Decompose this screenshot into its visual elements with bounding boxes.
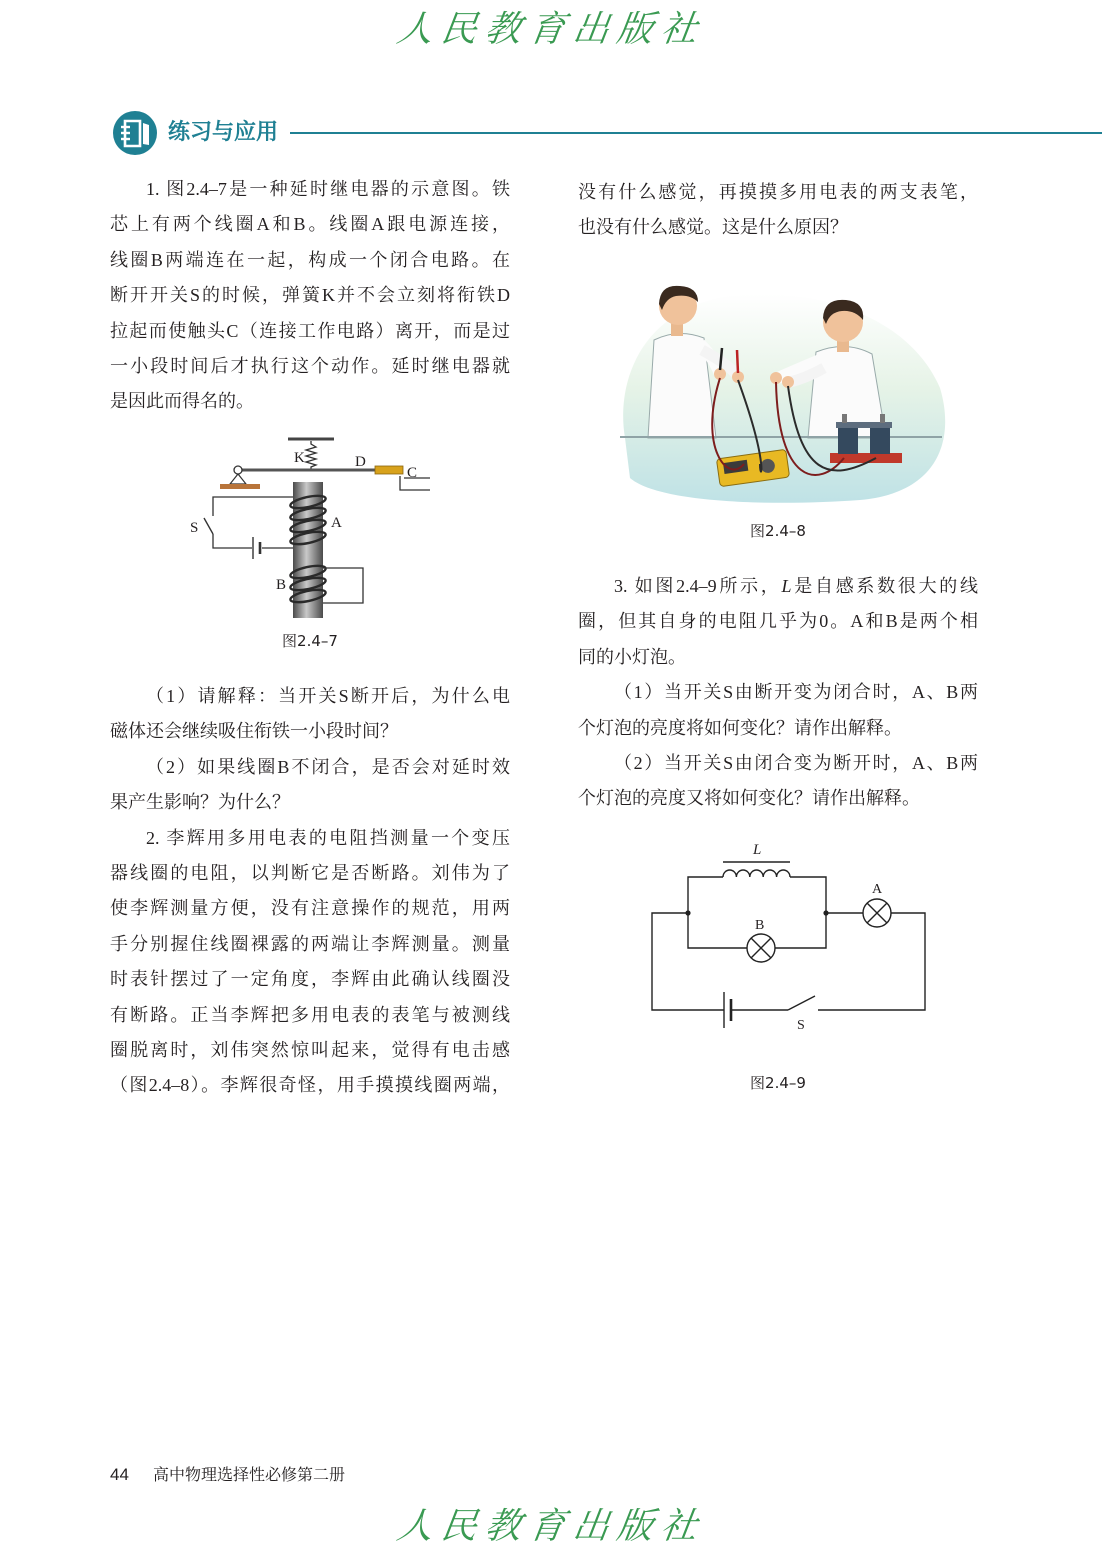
contact-tip — [375, 466, 403, 474]
outer-loop-wire — [652, 913, 925, 1010]
inductor-l — [723, 870, 790, 877]
pivot-support — [230, 474, 246, 484]
text-line: 个灯泡的亮度将如何变化？请作出解释。 — [578, 717, 902, 738]
figure-caption: 图2.4–7 — [282, 632, 338, 650]
junction-right — [823, 910, 828, 915]
lamp-b — [747, 934, 775, 962]
label-b: B — [276, 577, 287, 593]
spring-k — [306, 441, 316, 470]
text-line: 个灯泡的亮度又将如何变化？请作出解释。 — [578, 788, 920, 809]
text-line: 断开开关S的时候，弹簧K并不会立刻将衔铁D — [110, 285, 510, 306]
book-title: 高中物理选择性必修第二册 — [153, 1465, 346, 1484]
text-line: 使李辉测量方便，没有注意操作的规范，用两 — [110, 898, 510, 919]
text-line: 有断路。正当李辉把多用电表的表笔与被测线 — [110, 1004, 510, 1025]
text-line — [578, 569, 978, 604]
figure-caption: 图2.4–8 — [750, 522, 806, 540]
text-line: 时表针摆过了一定角度，李辉由此确认线圈没 — [110, 969, 510, 990]
text-line: 是因此而得名的。 — [110, 391, 254, 412]
lamp-a — [863, 899, 891, 927]
text-line: （图2.4–8）。李辉很奇怪，用手摸摸线圈两端， — [110, 1075, 510, 1096]
label-s: S — [190, 520, 199, 536]
pivot — [234, 466, 242, 474]
coil-b-closed-loop — [323, 568, 363, 603]
pivot-base — [220, 484, 260, 489]
label-d: D — [355, 454, 366, 470]
text-line: （1）请解释：当开关S断开后，为什么电 — [146, 686, 510, 706]
switch-s — [788, 996, 815, 1010]
label-b: B — [755, 918, 765, 933]
text-segment: 3. 如图2.4–9所示， — [614, 576, 782, 596]
text-line: 也没有什么感觉。这是什么原因？ — [578, 217, 848, 238]
text-line: 圈，但其自身的电阻几乎为0。A和B是两个相 — [578, 611, 978, 632]
inductor-symbol: L — [781, 576, 792, 596]
junction-left — [685, 910, 690, 915]
question-3 — [578, 569, 978, 817]
text-line: 拉起而使触头C（连接工作电路）离开，而是过 — [110, 320, 510, 341]
page-number: 44 — [110, 1465, 129, 1484]
text-line: （2）当开关S由闭合变为断开时，A、B两 — [614, 752, 978, 773]
upper-branch-wire — [688, 877, 826, 913]
text-line: 芯上有两个线圈A和B。线圈A跟电源连接， — [110, 214, 510, 235]
figure-caption: 图2.4–9 — [750, 1074, 806, 1092]
text-line: （1）当开关S由断开变为闭合时，A、B两 — [614, 682, 978, 703]
text-line: 1. 图2.4–7是一种延时继电器的示意图。铁 — [146, 179, 510, 199]
question-1 — [110, 172, 510, 420]
text-line: 圈脱离时，刘伟突然惊叫起来，觉得有电击感 — [110, 1039, 510, 1060]
label-a: A — [331, 515, 342, 531]
switch-s — [204, 518, 213, 534]
publisher-logo-bottom: 人民教育出版社 — [394, 1506, 708, 1547]
text-line: 手分别握住线圈裸露的两端让李辉测量。测量 — [110, 933, 510, 954]
publisher-logo-top: 人民教育出版社 — [394, 9, 708, 50]
text-line: 线圈B两端连在一起，构成一个闭合电路。在 — [110, 249, 510, 270]
text-line: （2）如果线圈B不闭合，是否会对延时效 — [146, 756, 510, 777]
text-line: 器线圈的电阻，以判断它是否断路。刘伟为了 — [110, 862, 510, 883]
question-2-continued — [578, 175, 978, 246]
label-c: C — [407, 465, 418, 481]
question-1-subparts-and-question-2 — [110, 679, 510, 1104]
section-divider — [290, 132, 1102, 134]
text-line: 磁体还会继续吸住衔铁一小段时间？ — [110, 721, 398, 742]
label-a: A — [872, 882, 883, 897]
figure-inductor-circuit — [640, 835, 940, 1040]
label-k: K — [294, 450, 305, 466]
figure-students-illustration — [610, 278, 950, 508]
text-segment: 是自感系数很大的线 — [791, 576, 979, 596]
text-line: 没有什么感觉，再摸摸多用电表的两支表笔， — [578, 182, 978, 202]
text-line: 果产生影响？为什么？ — [110, 792, 290, 813]
text-line: 2. 李辉用多用电表的电阻挡测量一个变压 — [146, 827, 510, 848]
label-s: S — [797, 1018, 805, 1033]
text-line: 同的小灯泡。 — [578, 646, 686, 667]
notebook-icon — [113, 111, 157, 155]
section-title: 练习与应用 — [168, 120, 279, 145]
text-line: 一小段时间后才执行这个动作。延时继电器就 — [110, 355, 510, 376]
figure-delay-relay — [180, 430, 440, 630]
label-l: L — [753, 842, 762, 858]
